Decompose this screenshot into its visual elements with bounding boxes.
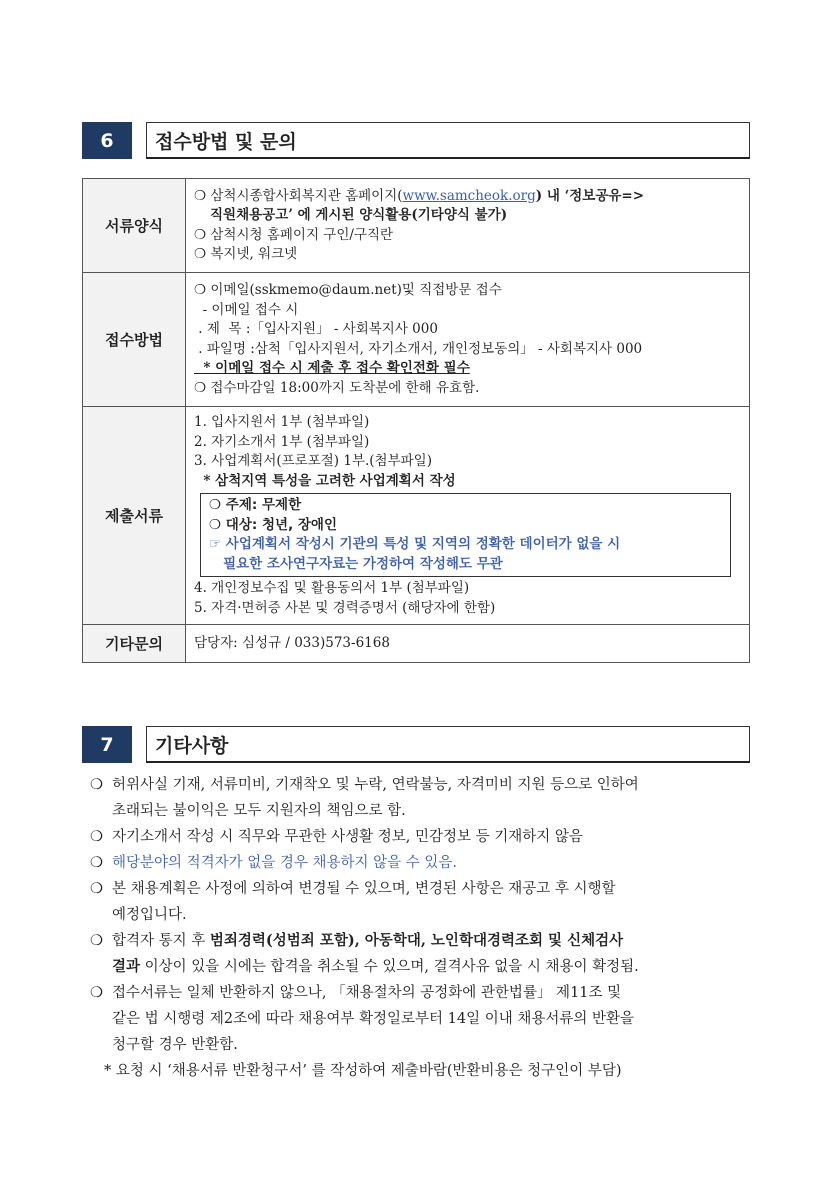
list-item (90, 850, 762, 876)
label-submit: 제출서류 (83, 407, 186, 625)
method-line3: . 제 목 :「입사지원」 - 사회복지사 000 (194, 321, 438, 337)
line-bold-text: 결과 (112, 958, 141, 975)
list-item (90, 772, 762, 824)
content-docs-form (186, 179, 750, 273)
list-item-line: 본 채용계획은 사정에 의하여 변경될 수 있으며, 변경된 사항은 재공고 후 시행할 (112, 881, 616, 897)
section-7-header (82, 726, 750, 763)
section-7-title: 기타사항 (146, 726, 750, 763)
box-note-line2: 필요한 조사연구자료는 가정하여 작성해도 무관 (209, 555, 503, 572)
section-7-number: 7 (82, 726, 132, 763)
docs-form-line1-text: ❍ 삼척시종합사회복지관 홈페이지( (194, 187, 403, 204)
proposal-guide-box (200, 493, 731, 577)
docs-form-line2: 직원채용공고’ 에 게시된 양식활용(기타양식 불가) (210, 207, 508, 223)
docs-form-line4: ❍ 복지넷, 워크넷 (194, 246, 298, 262)
method-line1: ❍ 이메일(sskmemo@daum.net)및 직접방문 접수 (194, 282, 502, 298)
list-item-line: 청구할 경우 반환함. (112, 1037, 238, 1053)
label-contact: 기타문의 (83, 625, 186, 663)
line-bold-text: 범죄경력(성범죄 포함), 아동학대, 노인학대경력조회 및 신체검사 (209, 932, 624, 949)
submit-line2: 2. 자기소개서 1부 (첨부파일) (194, 433, 370, 450)
line-text: 이상이 있을 시에는 합격을 취소될 수 있으며, 결격사유 없을 시 채용이 확정됨. (140, 959, 639, 975)
bullet-icon: ❍ (90, 829, 103, 845)
method-line6: ❍ 접수마감일 18:00까지 도착분에 한해 유효함. (194, 379, 480, 396)
docs-form-line1-post: ) 내 ‘정보공유=> (535, 187, 645, 204)
table-row-method (83, 273, 750, 407)
list-item (90, 980, 762, 1058)
method-line5: * 이메일 접수 시 제출 후 접수 확인전화 필수 (194, 360, 470, 376)
bullet-icon: ❍ (90, 985, 103, 1001)
submit-line6: 5. 자격·면허증 사본 및 경력증명서 (해당자에 한함) (194, 599, 496, 616)
return-request-note: * 요청 시 ‘채용서류 반환청구서’ 를 작성하여 제출바람(반환비용은 청구인이 부담) (104, 1063, 622, 1079)
section-6-title: 접수방법 및 문의 (146, 122, 750, 159)
docs-form-line3: ❍ 삼척시청 홈페이지 구인/구직란 (194, 226, 394, 243)
box-note-line1: ☞ 사업계획서 작성시 기관의 특성 및 지역의 정확한 데이터가 없을 시 (209, 536, 621, 552)
content-method (186, 273, 750, 407)
submit-line1: 1. 입사지원서 1부 (첨부파일) (194, 414, 370, 430)
list-item-line (112, 954, 762, 980)
box-topic: ❍ 주제: 무제한 (209, 497, 302, 513)
docs-form-line (194, 187, 741, 207)
submit-line5: 4. 개인정보수집 및 활용동의서 1부 (첨부파일) (194, 580, 470, 596)
section-6-number: 6 (82, 122, 132, 159)
list-item (90, 876, 762, 928)
list-item-line: 해당분야의 적격자가 없을 경우 채용하지 않을 수 있음. (112, 855, 458, 871)
label-docs-form: 서류양식 (83, 179, 186, 273)
method-line4: . 파일명 :삼척「입사지원서, 자기소개서, 개인정보동의」 - 사회복지사 000 (194, 340, 643, 357)
table-row-submit (83, 407, 750, 625)
bullet-icon: ❍ (90, 881, 103, 897)
list-item-line: 예정입니다. (112, 907, 187, 923)
notes-list (90, 772, 762, 1084)
table-row-contact (83, 625, 750, 663)
list-item-line: 같은 법 시행령 제2조에 따라 채용여부 확정일로부터 14일 이내 채용서류의 반환을 (112, 1011, 634, 1027)
application-info-table (82, 178, 750, 663)
section-6-header (82, 122, 750, 159)
list-item-line: 허위사실 기재, 서류미비, 기재착오 및 누락, 연락불능, 자격미비 지원 등으로 인하여 (112, 777, 639, 793)
line-text: 합격자 통지 후 (112, 933, 210, 949)
submit-line4: * 삼척지역 특성을 고려한 사업계획서 작성 (194, 472, 456, 489)
box-target: ❍ 대상: 청년, 장애인 (209, 516, 338, 533)
bullet-icon: ❍ (90, 777, 103, 793)
method-line2: - 이메일 접수 시 (194, 301, 299, 318)
bullet-icon: ❍ (90, 933, 103, 949)
label-method: 접수방법 (83, 273, 186, 407)
list-item-line: 자기소개서 작성 시 직무와 무관한 사생활 정보, 민감정보 등 기재하지 않음 (112, 829, 583, 845)
homepage-link[interactable]: www.samcheok.org (402, 187, 536, 204)
list-item (90, 928, 762, 980)
table-row-docs-form (83, 179, 750, 273)
content-submit (186, 407, 750, 625)
list-item-line (112, 928, 762, 954)
list-item-line: 접수서류는 일체 반환하지 않으나, 「채용절차의 공정화에 관한법률」 제11조 및 (112, 985, 622, 1001)
list-item (90, 824, 762, 850)
bullet-icon: ❍ (90, 855, 103, 871)
submit-line3: 3. 사업계획서(프로포절) 1부.(첨부파일) (194, 453, 432, 469)
content-contact: 담당자: 심성규 / 033)573-6168 (186, 625, 750, 663)
list-item-line: 초래되는 불이익은 모두 지원자의 책임으로 함. (112, 803, 406, 819)
